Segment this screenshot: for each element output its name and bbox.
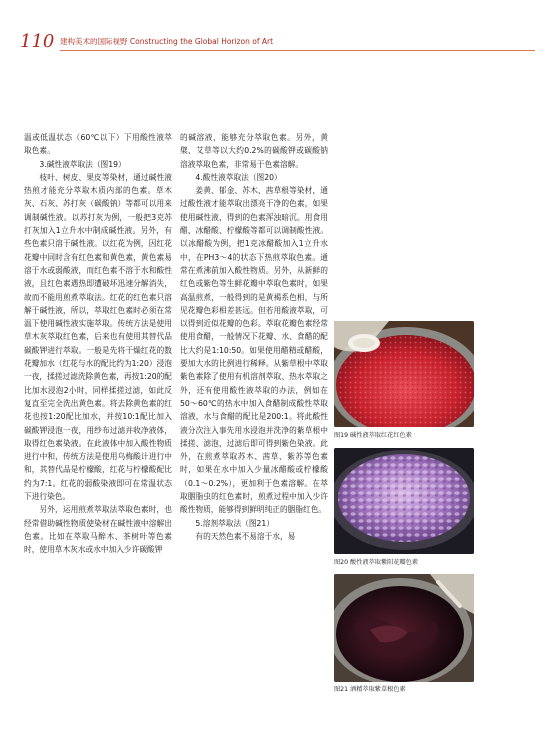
figure-20-caption: 图20 酸性液萃取紫阳花瓣色素 xyxy=(334,559,419,566)
paragraph: 另外，运用煎煮萃取法萃取色素时，也经常借助碱性物质使染材在碱性液中溶解出色素。比如在萃取马醉木、茶树叶等色素时，使用草木灰水或水中加入少许碳酸钾 xyxy=(24,505,172,555)
text-column-middle xyxy=(180,131,328,543)
figure-21-photo xyxy=(334,574,474,682)
running-title: 建构美术的国际视野 Constructing the Global Horizon of Art xyxy=(60,37,274,46)
gromwell-root-extract-image xyxy=(334,574,474,682)
safflower-extract-image xyxy=(334,321,474,427)
section-heading: 5.溶剂萃取法（图21） xyxy=(195,518,275,528)
page-number: 110 xyxy=(20,31,55,52)
figure-20-photo xyxy=(334,448,474,554)
paragraph: 温或低温状态（60℃以下）下用酸性液萃取色素。 xyxy=(24,133,172,156)
paragraph: 的碱溶液，能够充分萃取色素。另外，黄檗、艾草等以大约0.2%的碳酸钾或碳酸钠溶液萃取色素，非常易于色素溶解。 xyxy=(180,133,328,169)
figure-19-caption: 图19 碱性液萃取红花红色素 xyxy=(334,432,412,439)
hydrangea-petals-image xyxy=(334,448,474,554)
figure-19-photo xyxy=(334,321,474,427)
header-rule xyxy=(60,50,535,51)
page-header xyxy=(20,31,535,54)
paragraph: 姜黄、郁金、苏木、茜草根等染材，通过酸性液才能萃取出漂亮干净的色素，如果使用碱性液，得到的色素浑浊暗沉。用食用醋、冰醋酸、柠檬酸等都可以调制酸性液。以冰醋酸为例，把1克冰醋酸加入1立升水中，在PH3～4的状态下热煎萃取色素。通常在煮沸前加入酸性物质。另外，从新鲜的红色或紫色等生鲜花瓣中萃取色素时，如果高温煎煮，一般得到的是黄褐系色相，与所见花瓣色彩相差甚远。但若用酸液萃取，可以得到近似花瓣的色彩。萃取花瓣色素经常使用食醋，一般情况下花瓣、水、食醋的配比大约是1:10:50。如果使用醋精或醋酸，要加大水的比例进行稀释。从紫草根中萃取紫色素除了使用有机溶剂萃取、热水萃取之外，还有使用酸性液萃取的办法，例如在50～60℃的热水中加入食醋制成酸性萃取溶液，水与食醋的配比是200:1。将此酸性液分次注入事先用水浸泡并洗净的紫草根中揉搓、滤泡，过滤后即可得到紫色染液。此外，在煎煮萃取苏木、茜草、紫苏等色素时，如果在水中加入少量冰醋酸或柠檬酸（0.1～0.2%），更加利于色素溶解。在萃取胭脂虫的红色素时，煎煮过程中加入少许酸性物质，能够得到鲜明纯正的胭脂红色。 xyxy=(180,186,328,515)
text-column-left xyxy=(24,131,172,557)
figure-21-caption: 图21 酒精萃取紫草根色素 xyxy=(334,686,406,693)
paragraph: 枝叶、树皮、果皮等染材，通过碱性液热煎才能充分萃取木质内部的色素。草木灰、石灰、苏打灰（碳酸钠）等都可以用来调制碱性液。以苏打灰为例，一般把3克苏打灰加入1立升水中制成碱性液。另外，有些色素只溶于碱性液。以红花为例，因红花花瓣中同时含有红色素和黄色素，黄色素易溶于水或弱酸液，而红色素不溶于水和酸性液，且红色素遇热即遭破坏迅速分解消失，故而不能用煎煮萃取法。红花的红色素只溶解于碱性液，所以，萃取红色素时必须在常温下使用碱性液实施萃取。传统方法是使用草木灰萃取红色素，后来也有使用其替代品碳酸钾进行萃取。一般是先将干燥红花的数花瓣加水（红花与水的配比约为1:20）浸泡一夜，揉搓过滤洗除黄色素，再按1:20的配比加水浸泡2小时，同样揉搓过滤，如此反复直至完全洗出黄色素。将去除黄色素的红花也按1:20配比加水，并按10:1配比加入碳酸钾浸泡一夜，用纱布过滤并收净液体，取得红色素染液。在此液体中加入酸性物质进行中和，传统方法是使用乌梅酸计进行中和，其替代品是柠檬酸，红花与柠檬酸配比约为7:1。红花的弱酸染液即可在常温状态下进行染色。 xyxy=(24,172,172,502)
section-heading: 4.酸性液萃取法（图20） xyxy=(195,172,282,182)
paragraph: 有的天然色素不易溶于水，易 xyxy=(195,531,296,541)
section-heading: 3.碱性液萃取法（图19） xyxy=(39,159,126,169)
